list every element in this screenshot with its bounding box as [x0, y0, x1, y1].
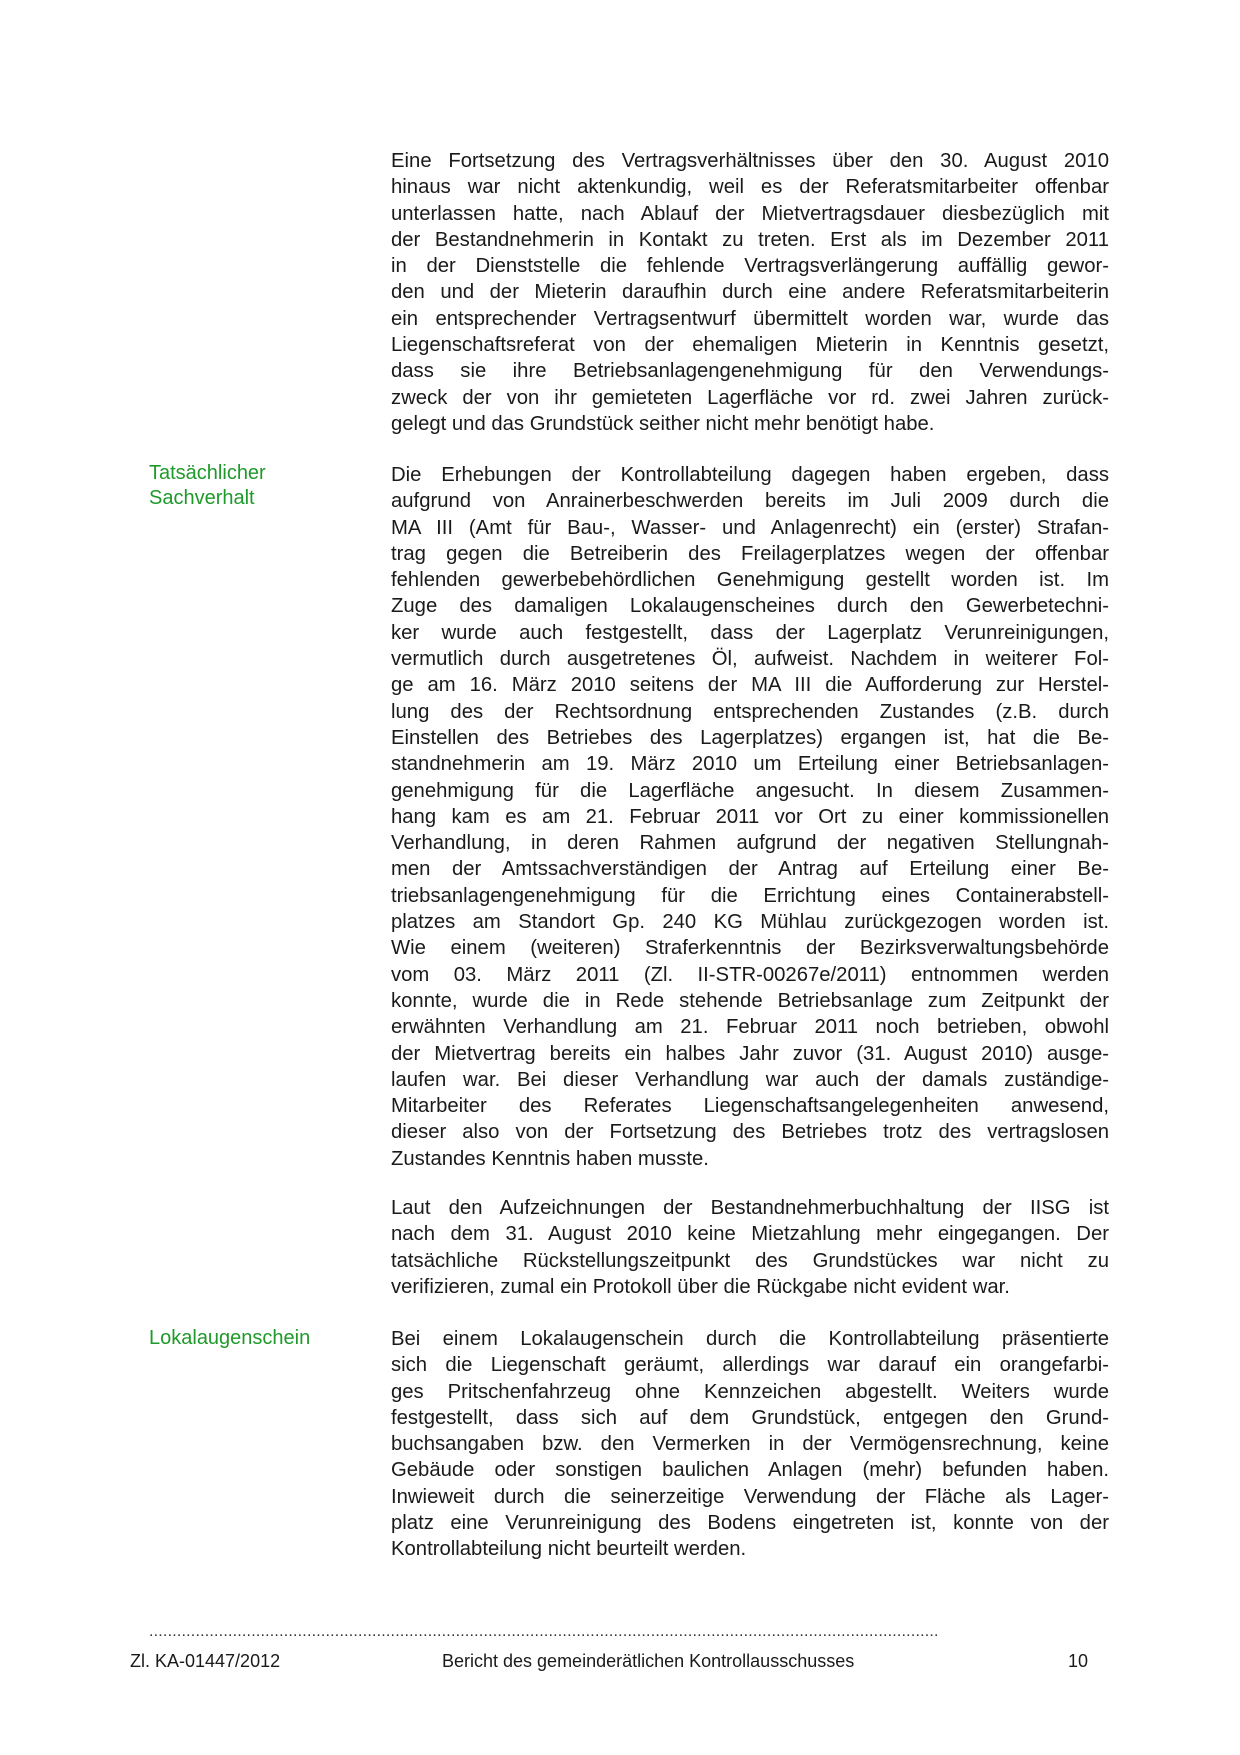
paragraph-lokalaugenschein: [391, 1326, 1109, 1563]
text-line: Zuge des damaligen Lokalaugenscheines durch den Gewerbetechni-: [391, 595, 1109, 618]
text-line: Laut den Aufzeichnungen der Bestandnehmerbuchhaltung der IISG ist: [391, 1197, 1109, 1219]
text-line: platz eine Verunreinigung des Bodens eingetreten ist, konnte von der: [391, 1512, 1109, 1535]
text-line: sich die Liegenschaft geräumt, allerdings war darauf ein orangefarbi-: [391, 1354, 1109, 1377]
text-line: zweck der von ihr gemieteten Lagerfläche vor rd. zwei Jahren zurück-: [391, 386, 1109, 409]
text-line: Verhandlung, in deren Rahmen aufgrund der negativen Stellungnah-: [391, 832, 1109, 855]
text-line: ges Pritschenfahrzeug ohne Kennzeichen abgestellt. Weiters wurde: [391, 1380, 1109, 1403]
text-line: den und der Mieterin daraufhin durch eine andere Referatsmitarbeiterin: [391, 281, 1109, 304]
text-line: unterlassen hatte, nach Ablauf der Mietvertragsdauer diesbezüglich mit: [391, 202, 1109, 225]
text-line: tatsächliche Rückstellungszeitpunkt des Grundstückes war nicht zu: [391, 1249, 1109, 1272]
text-line: dieser also von der Fortsetzung des Betriebes trotz des vertragslosen: [391, 1121, 1109, 1144]
text-line: Gebäude oder sonstigen baulichen Anlagen (mehr) befunden haben.: [391, 1459, 1109, 1482]
text-line: genehmigung für die Lagerfläche angesucht. In diesem Zusammen-: [391, 779, 1109, 802]
margin-note-line: Lokalaugenschein: [149, 1327, 311, 1349]
paragraph-erhebungen: [391, 462, 1109, 1172]
text-line: vom 03. März 2011 (Zl. II-STR-00267e/2011) entnommen werden: [391, 963, 1109, 986]
text-line: Liegenschaftsreferat von der ehemaligen Mieterin in Kenntnis gesetzt,: [391, 334, 1109, 357]
margin-note-line: Sachverhalt: [149, 487, 255, 509]
text-line: festgestellt, dass sich auf dem Grundstück, entgegen den Grund-: [391, 1406, 1109, 1429]
text-line: Bei einem Lokalaugenschein durch die Kontrollabteilung präsentierte: [391, 1328, 1109, 1350]
paragraph-vertragsverhaeltnis: [391, 148, 1109, 437]
text-line: Eine Fortsetzung des Vertragsverhältnisses über den 30. August 2010: [391, 150, 1109, 172]
text-line: lung des der Rechtsordnung entsprechenden Zustandes (z.B. durch: [391, 700, 1109, 723]
text-line: laufen war. Bei dieser Verhandlung war auch der damals zuständige-: [391, 1068, 1109, 1091]
text-line: fehlenden gewerbebehördlichen Genehmigung gestellt worden ist. Im: [391, 569, 1109, 592]
text-line: ker wurde auch festgestellt, dass der Lagerplatz Verunreinigungen,: [391, 621, 1109, 644]
text-line: vermutlich durch ausgetretenes Öl, aufweist. Nachdem in weiterer Fol-: [391, 648, 1109, 671]
text-line: standnehmerin am 19. März 2010 um Erteilung einer Betriebsanlagen-: [391, 753, 1109, 776]
text-line: aufgrund von Anrainerbeschwerden bereits im Juli 2009 durch die: [391, 490, 1109, 513]
text-line: dass sie ihre Betriebsanlagengenehmigung für den Verwendungs-: [391, 360, 1109, 383]
text-line: trag gegen die Betreiberin des Freilagerplatzes wegen der offenbar: [391, 542, 1109, 565]
text-line: hang kam es am 21. Februar 2011 vor Ort zu einer kommissionellen: [391, 805, 1109, 828]
text-line: ein entsprechender Vertragsentwurf übermittelt worden war, wurde das: [391, 307, 1109, 330]
text-line: ge am 16. März 2010 seitens der MA III die Aufforderung zur Herstel-: [391, 674, 1109, 697]
text-line: in der Dienststelle die fehlende Vertragsverlängerung auffällig gewor-: [391, 255, 1109, 278]
text-line: Zustandes Kenntnis haben musste.: [391, 1147, 709, 1170]
text-line: gelegt und das Grundstück seither nicht mehr benötigt habe.: [391, 412, 935, 435]
paragraph-bestandnehmerbuchhaltung: [391, 1195, 1109, 1300]
text-line: buchsangaben bzw. den Vermerken in der Vermögensrechnung, keine: [391, 1433, 1109, 1456]
text-line: triebsanlagengenehmigung für die Errichtung eines Containerabstell-: [391, 884, 1109, 907]
text-line: MA III (Amt für Bau-, Wasser- und Anlagenrecht) ein (erster) Strafan-: [391, 516, 1109, 539]
text-line: platzes am Standort Gp. 240 KG Mühlau zurückgezogen worden ist.: [391, 911, 1109, 934]
text-line: verifizieren, zumal ein Protokoll über die Rückgabe nicht evident war.: [391, 1275, 1010, 1298]
footer-reference: Zl. KA-01447/2012: [130, 1651, 281, 1671]
text-line: Mitarbeiter des Referates Liegenschaftsangelegenheiten anwesend,: [391, 1095, 1109, 1118]
text-line: men der Amtssachverständigen der Antrag auf Erteilung einer Be-: [391, 858, 1109, 881]
margin-note-sachverhalt: [149, 461, 266, 511]
page-number: 10: [1068, 1651, 1089, 1671]
footer-dotted-rule: ..........................................................................................................................................................................: [149, 1626, 939, 1638]
text-line: Kontrollabteilung nicht beurteilt werden.: [391, 1538, 747, 1561]
text-line: nach dem 31. August 2010 keine Mietzahlung mehr eingegangen. Der: [391, 1223, 1109, 1246]
text-line: der Mietvertrag bereits ein halbes Jahr zuvor (31. August 2010) ausge-: [391, 1042, 1109, 1065]
text-line: konnte, wurde die in Rede stehende Betriebsanlage zum Zeitpunkt der: [391, 989, 1109, 1012]
text-line: Einstellen des Betriebes des Lagerplatzes) ergangen ist, hat die Be-: [391, 726, 1109, 749]
margin-note-lokalaugenschein: [149, 1326, 310, 1351]
margin-note-line: Tatsächlicher: [149, 462, 266, 484]
text-line: erwähnten Verhandlung am 21. Februar 2011 noch betrieben, obwohl: [391, 1016, 1109, 1039]
text-line: Inwieweit durch die seinerzeitige Verwendung der Fläche als Lager-: [391, 1485, 1109, 1508]
footer-title: Bericht des gemeinderätlichen Kontrollausschusses: [442, 1651, 855, 1671]
text-line: der Bestandnehmerin in Kontakt zu treten. Erst als im Dezember 2011: [391, 228, 1109, 251]
text-line: hinaus war nicht aktenkundig, weil es der Referatsmitarbeiter offenbar: [391, 176, 1109, 199]
text-line: Wie einem (weiteren) Straferkenntnis der Bezirksverwaltungsbehörde: [391, 937, 1109, 960]
text-line: Die Erhebungen der Kontrollabteilung dagegen haben ergeben, dass: [391, 464, 1109, 486]
